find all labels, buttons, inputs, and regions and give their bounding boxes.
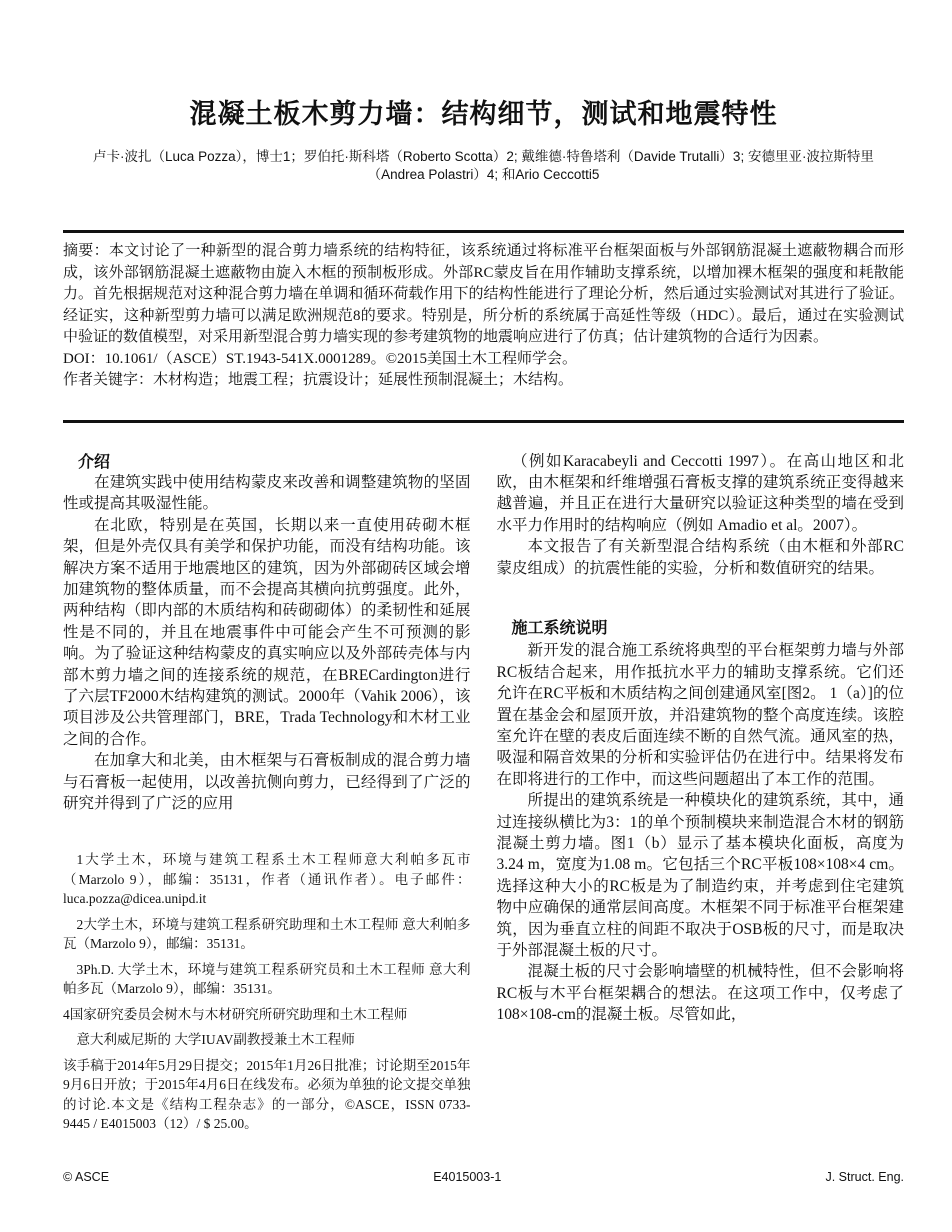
keywords-line: 作者关键字：木材构造；地震工程；抗震设计；延展性预制混凝土；木结构。 bbox=[63, 372, 574, 388]
left-column bbox=[63, 451, 471, 1140]
construction-system-heading: 施工系统说明 bbox=[511, 617, 608, 637]
abstract-top-rule bbox=[63, 230, 904, 233]
footnote-4: 4国家研究委员会树木与木材研究所研究助理和土木工程师 bbox=[63, 1006, 408, 1022]
footer-page-number: E4015003-1 bbox=[433, 1170, 502, 1184]
construction-paragraph: 所提出的建筑系统是一种模块化的建筑系统，其中，通过连接纵横比为3：1的单个预制模块来制造混合木材的钢筋混凝土剪力墙。图1（b）显示了基本模块化面板，高度为3.24 m，宽度为1.08 m。它包括三个RC平板108×108×4 cm。选择这种大小的RC板是为了制造约束，并考虑到住宅建筑物中应确保的通常层间高度。木框架不同于标准平台框架建筑，因为垂直立柱的间距不取决于OSB板的尺寸，而是取决于外部混凝土板的尺寸。 bbox=[496, 792, 904, 960]
right-column bbox=[497, 451, 905, 1140]
footnotes-block bbox=[63, 850, 471, 1134]
page-footer bbox=[63, 1170, 904, 1184]
intro-heading: 介绍 bbox=[78, 451, 111, 471]
footer-journal-name: J. Struct. Eng. bbox=[825, 1170, 904, 1184]
construction-paragraph: 混凝土板的尺寸会影响墙壁的机械特性，但不会影响将RC板与木平台框架耦合的想法。在这项工作中，仅考虑了108×108-cm的混凝土板。尽管如此， bbox=[496, 963, 904, 1024]
intro-paragraph: 在北欧，特别是在英国，长期以来一直使用砖砌木框架，但是外壳仅具有美学和保护功能，而没有结构功能。该解决方案不适用于地震地区的建筑，因为外部砌砖区域会增加建筑物的整体质量，而不会提高其横向抗剪强度。此外，两种结构（即内部的木质结构和砖砌砌体）的柔韧性和延展性是不同的，并且在地震事件中可能会产生不可预测的影响。为了验证这种结构蒙皮的真实响应以及外部砖壳体与内部木剪力墙之间的连接系统的规范，在BRECardington进行了六层TF2000木结构建筑的测试。2000年（Vahik 2006），该项目涉及公共管理部门，BRE，Trada Technology和木材工业之间的合作。 bbox=[63, 516, 471, 748]
footnote-3: 3Ph.D. 大学土木，环境与建筑工程系研究员和土木工程师 意大利帕多瓦（Marzolo 9），邮编：35131。 bbox=[63, 961, 471, 997]
doi-line: DOI：10.1061/（ASCE）ST.1943-541X.0001289。©2015美国土木工程师学会。 bbox=[63, 350, 578, 367]
abstract-text: 摘要：本文讨论了一种新型的混合剪力墙系统的结构特征，该系统通过将标准平台框架面板与外部钢筋混凝土遮蔽物耦合而形成，该外部钢筋混凝土遮蔽物由旋入木框的预制板形成。外部RC蒙皮旨在用作辅助支撑系统，以增加裸木框架的强度和耗散能力。首先根据规范对这种混合剪力墙在单调和循环荷载作用下的结构性能进行了理论分析，然后通过实验测试对其进行了验证。经证实，这种新型剪力墙可以满足欧洲规范8的要求。特别是，所分析的系统属于高延性等级（HDC）。最后，通过在实验测试中验证的数值模型，对采用新型混合剪力墙实现的参考建筑物的地震响应进行了仿真；估计建筑物的合适行为因素。 bbox=[63, 243, 904, 345]
footnote-1: 1大学土木，环境与建筑工程系土木工程师意大利帕多瓦市（Marzolo 9），邮编：35131，作者（通讯作者）。电子邮件：luca.pozza@dicea.unipd.it bbox=[63, 852, 471, 907]
paper-title: 混凝土板木剪力墙：结构细节，测试和地震特性 bbox=[189, 99, 778, 130]
body-paragraph: （例如Karacabeyli and Ceccotti 1997）。在高山地区和北欧，由木框架和纤维增强石膏板支撑的建筑系统正变得越来越普遍，并且正在进行大量研究以验证这种类型的墙在受到水平力作用时的结构响应（例如 Amadio et al。2007）。 bbox=[496, 452, 904, 534]
footnote-5: 意大利威尼斯的 大学IUAV副教授兼土木工程师 bbox=[76, 1032, 355, 1048]
footer-copyright: © ASCE bbox=[63, 1170, 110, 1184]
abstract-bottom-rule bbox=[63, 420, 904, 423]
two-column-body bbox=[63, 451, 904, 1140]
abstract-section bbox=[63, 241, 904, 392]
body-paragraph: 本文报告了有关新型混合结构系统（由木框和外部RC蒙皮组成）的抗震性能的实验，分析和数值研究的结果。 bbox=[496, 538, 904, 577]
submission-note: 该手稿于2014年5月29日提交；2015年1月26日批准；讨论期至2015年9月6日开放；于2015年4月6日在线发布。必须为单独的论文提交单独的讨论.本文是《结构工程杂志》的一部分，©ASCE，ISSN 0733-9445 / E4015003（12）/ $ 25.00。 bbox=[63, 1057, 471, 1132]
construction-paragraph: 新开发的混合施工系统将典型的平台框架剪力墙与外部RC板结合起来，用作抵抗水平力的辅助支撑系统。它们还允许在RC平板和木质结构之间创建通风室[图2。 1（a）]的位置在基金会和屋顶开放，并沿建筑物的整个高度连续。该腔室允许在壁的表皮后面连续不断的自然气流。通风室的热，吸湿和隔音效果的分析和实验评估仍在进行中。结果将发布在即将进行的工作中，而这些问题超出了本工作的范围。 bbox=[496, 642, 904, 788]
footnote-2: 2大学土木，环境与建筑工程系研究助理和土木工程师 意大利帕多瓦（Marzolo 9），邮编：35131。 bbox=[63, 916, 471, 952]
intro-paragraph: 在加拿大和北美，由木框架与石膏板制成的混合剪力墙与石膏板一起使用，以改善抗侧向剪力，已经得到了广泛的研究并得到了广泛的应用 bbox=[63, 752, 471, 812]
author-line-2: （Andrea Polastri）4; 和Ario Ceccotti5 bbox=[367, 167, 600, 182]
author-line-1: 卢卡·波扎（Luca Pozza），博士1；罗伯托·斯科塔（Roberto Scotta）2; 戴维德·特鲁塔利（Davide Trutalli）3; 安德里亚·波拉斯特里 bbox=[93, 149, 874, 164]
intro-paragraph: 在建筑实践中使用结构蒙皮来改善和调整建筑物的坚固性或提高其吸湿性能。 bbox=[63, 473, 471, 513]
